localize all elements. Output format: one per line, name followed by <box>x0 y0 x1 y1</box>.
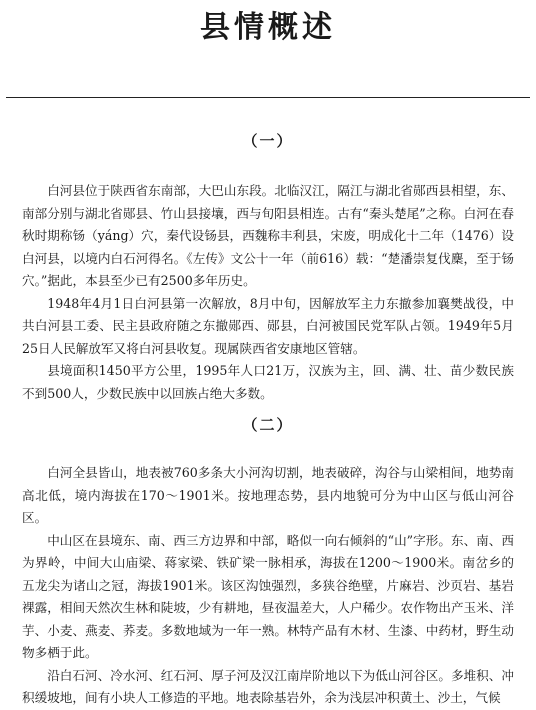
paragraph: 白河县位于陕西省东南部，大巴山东段。北临汉江，隔江与湖北省郧西县相望，东、南部分别与湖北省郧县、竹山县接壤，西与旬阳县相连。古有“秦头楚尾”之称。白河在春秋时期称钖（yáng）穴，秦代设钖县，西魏称丰利县，宋废，明成化十二年（1476）设白河县，以境内白石河得名。《左传》文公十一年（前616）载：“楚潘崇复伐麇，至于钖穴。”据此，本县至少已有2500多年历史。 <box>22 183 514 288</box>
section-2-body <box>0 462 536 710</box>
section-heading-1: （一） <box>242 132 294 150</box>
title-divider <box>6 97 530 98</box>
paragraph: 中山区在县境东、南、西三方边界和中部，略似一向右倾斜的“山”字形。东、南、西为界岭，中间大山庙梁、蒋家梁、铁矿梁一脉相承，海拔在1200～1900米。南岔乡的五龙尖为诸山之冠，海拔1901米。该区沟蚀强烈，多狭谷绝壁，片麻岩、沙页岩、基岩裸露，相间天然次生林和陡坡，少有耕地，昼夜温差大，人户稀少。农作物出产玉米、洋芋、小麦、燕麦、荞麦。多数地域为一年一熟。林特产品有木材、生漆、中药材，野生动物多栖于此。 <box>22 532 514 660</box>
page-title: 县情概述 <box>200 10 336 45</box>
paragraph: 白河全县皆山，地表被760多条大小河沟切割，地表破碎，沟谷与山梁相间，地势南高北低，境内海拔在170～1901米。按地理态势，县内地貌可分为中山区与低山河谷区。 <box>22 465 514 525</box>
section-heading-2: （二） <box>242 416 294 434</box>
section-1-body <box>0 180 536 405</box>
paragraph: 沿白石河、冷水河、红石河、厚子河及汉江南岸阶地以下为低山河谷区。多堆积、冲积缓坡地，间有小块人工修造的平地。地表除基岩外，余为浅层冲积黄土、沙土，气候 <box>22 667 514 705</box>
paragraph: 县境面积1450平方公里，1995年人口21万，汉族为主，回、满、壮、苗少数民族不到500人，少数民族中以回族占绝大多数。 <box>22 363 514 401</box>
paragraph: 1948年4月1日白河县第一次解放，8月中旬，因解放军主力东撤参加襄樊战役，中共白河县工委、民主县政府随之东撤郧西、郧县，白河被国民党军队占领。1949年5月25日人民解放军又将白河县收复。现属陕西省安康地区管辖。 <box>22 295 514 356</box>
